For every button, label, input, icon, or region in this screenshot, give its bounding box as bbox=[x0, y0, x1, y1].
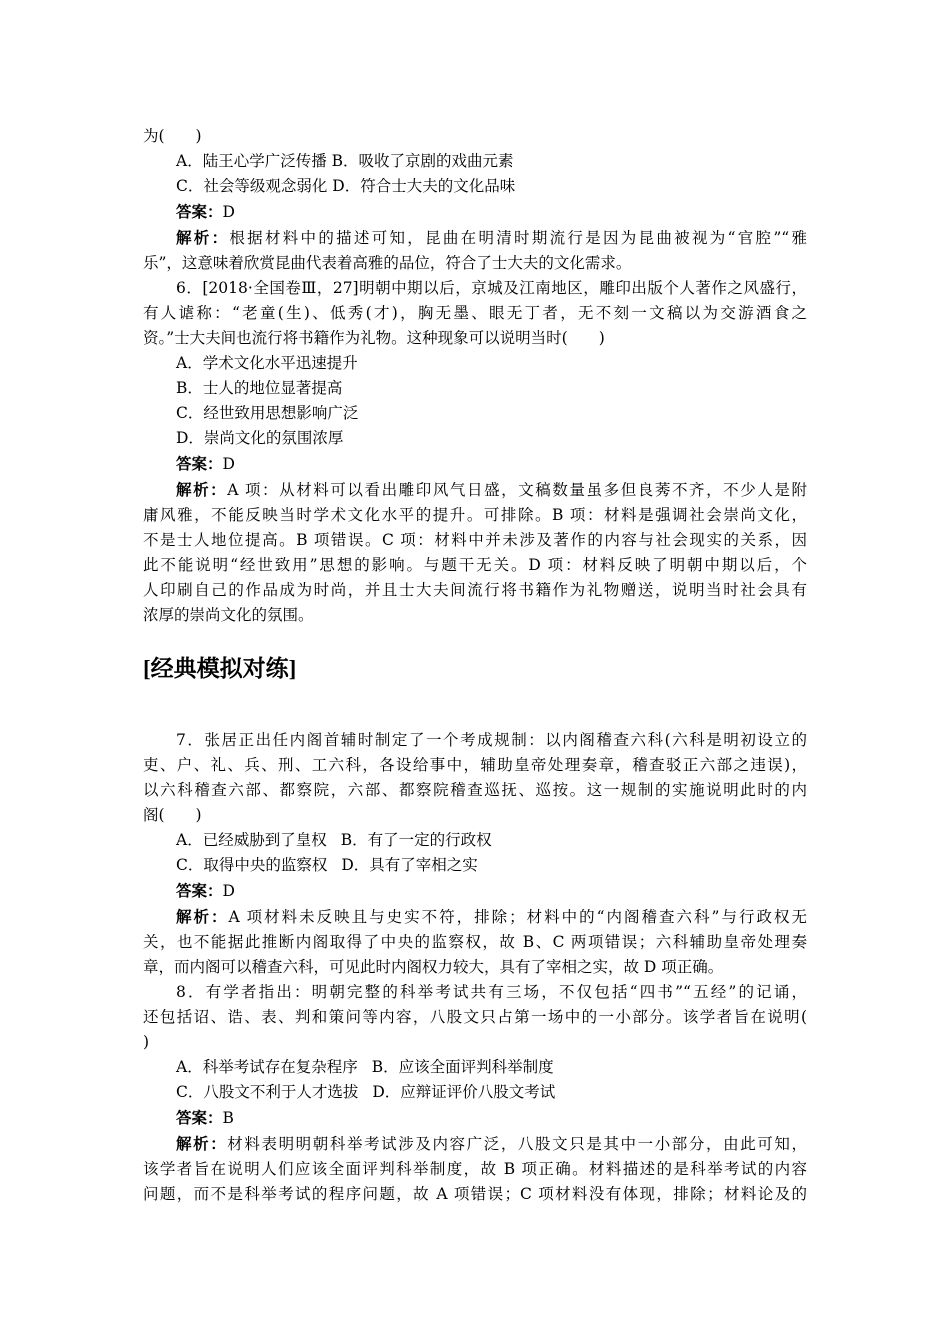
q7-option-d: D．具有了宰相之实 bbox=[341, 856, 478, 874]
q7-options-cd bbox=[143, 853, 807, 878]
q7-analysis-line-2: 关，也不能据此推断内阁取得了中央的监察权，故 B、C 两项错误；六科辅助皇帝处理奏 bbox=[143, 933, 807, 951]
q6-analysis-line-3: 不是士人地位提高。B 项错误。C 项：材料中并未涉及著作的内容与社会现实的关系，因 bbox=[143, 531, 807, 549]
q5-analysis-line-2: 乐”，这意味着欣赏昆曲代表着高雅的品位，符合了士大夫的文化需求。 bbox=[143, 254, 632, 272]
answer-value: D bbox=[222, 455, 235, 473]
q5-stem-tail: 为( ) bbox=[143, 127, 202, 145]
q5-options-ab: A．陆王心学广泛传播 B．吸收了京剧的戏曲元素 bbox=[176, 152, 514, 170]
q6-answer bbox=[143, 451, 807, 477]
q8-option-d: D．应辩证评价八股文考试 bbox=[372, 1083, 556, 1101]
analysis-label: 解析： bbox=[176, 1134, 228, 1153]
q7-answer bbox=[143, 878, 807, 904]
q8-analysis-line-3: 问题，而不是科举考试的程序问题，故 A 项错误；C 项材料没有体现，排除；材料论及的 bbox=[143, 1185, 807, 1203]
q8-stem-line-2: 还包括诏、诰、表、判和策问等内容，八股文只占第一场中的一小部分。该学者旨在说明( bbox=[143, 1008, 807, 1026]
analysis-label: 解析： bbox=[176, 228, 230, 247]
q6-analysis-line-5: 人印刷自己的作品成为时尚，并且士大夫间流行将书籍作为礼物赠送，说明当时社会具有 bbox=[143, 581, 807, 599]
q7-stem-line-4: 阁( ) bbox=[143, 806, 202, 824]
answer-value: D bbox=[222, 882, 235, 900]
q6-option-c: C．经世致用思想影响广泛 bbox=[176, 404, 359, 422]
q7-options-ab bbox=[143, 828, 807, 853]
analysis-label: 解析： bbox=[176, 907, 229, 926]
answer-label: 答案： bbox=[176, 202, 223, 221]
q7-option-c: C．取得中央的监察权 bbox=[176, 856, 328, 874]
q7-stem-line-2: 吏、户、礼、兵、刑、工六科，各设给事中，辅助皇帝处理奏章，稽查驳正六部之违误)， bbox=[143, 756, 807, 774]
q7-analysis-line-1: 解析：A 项材料未反映且与史实不符，排除；材料中的“内阁稽查六科”与行政权无 bbox=[176, 907, 807, 926]
q6-option-a: A．学术文化水平迅速提升 bbox=[176, 354, 358, 372]
answer-value: D bbox=[222, 203, 235, 221]
q8-option-c: C．八股文不利于人才选拔 bbox=[176, 1083, 359, 1101]
q5-answer bbox=[143, 199, 807, 225]
q6-option-b: B．士人的地位显著提高 bbox=[176, 379, 343, 397]
q7-stem-line-3: 以六科稽查六部、都察院，六部、都察院稽查巡抚、巡按。这一规制的实施说明此时的内 bbox=[143, 781, 807, 799]
q7-option-b: B．有了一定的行政权 bbox=[340, 831, 492, 849]
answer-label: 答案： bbox=[176, 454, 223, 473]
q7-stem-line-1: 7．张居正出任内阁首辅时制定了一个考成规制：以内阁稽查六科(六科是明初设立的 bbox=[176, 731, 807, 749]
q6-analysis-line-2: 庸风雅，不能反映当时学术文化水平的提升。可排除。B 项：材料是强调社会崇尚文化， bbox=[143, 506, 807, 524]
q6-stem-line-2: 有人谑称：“老童(生)、低秀(才)，胸无墨、眼无丁者，无不刻一文稿以为交游酒食之 bbox=[143, 304, 807, 322]
q8-answer bbox=[143, 1105, 807, 1131]
answer-label: 答案： bbox=[176, 881, 223, 900]
q8-options-cd bbox=[143, 1080, 807, 1105]
q8-stem-line-1: 8．有学者指出：明朝完整的科举考试共有三场，不仅包括“四书”“五经”的记诵， bbox=[176, 983, 807, 1001]
analysis-label: 解析： bbox=[176, 480, 228, 499]
answer-label: 答案： bbox=[176, 1108, 223, 1127]
q6-analysis-line-4: 此不能说明“经世致用”思想的影响。与题干无关。D 项：材料反映了明朝中期以后，个 bbox=[143, 556, 807, 574]
q8-option-a: A．科举考试存在复杂程序 bbox=[176, 1058, 358, 1076]
q7-option-a: A．已经威胁到了皇权 bbox=[176, 831, 327, 849]
answer-value: B bbox=[222, 1109, 234, 1127]
document-page bbox=[143, 124, 807, 1207]
q6-stem-line-3: 资。”士大夫间也流行将书籍作为礼物。这种现象可以说明当时( ) bbox=[143, 329, 605, 347]
q8-options-ab bbox=[143, 1055, 807, 1080]
q5-analysis-line-1: 解析：根据材料中的描述可知，昆曲在明清时期流行是因为昆曲被视为“官腔”“雅 bbox=[176, 228, 807, 247]
q6-stem-line-1: 6．[2018·全国卷Ⅲ，27]明朝中期以后，京城及江南地区，雕印出版个人著作之风盛行， bbox=[176, 279, 807, 297]
q8-option-b: B．应该全面评判科举制度 bbox=[371, 1058, 554, 1076]
q8-stem-line-3: ) bbox=[143, 1033, 150, 1051]
q7-analysis-line-3: 章，而内阁可以稽查六科，可见此时内阁权力较大，具有了宰相之实，故 D 项正确。 bbox=[143, 958, 724, 976]
section-heading: [经典模拟对练] bbox=[143, 656, 297, 681]
q8-analysis-line-2: 该学者旨在说明人们应该全面评判科举制度，故 B 项正确。材料描述的是科举考试的内容 bbox=[143, 1160, 807, 1178]
q6-option-d: D．崇尚文化的氛围浓厚 bbox=[176, 429, 344, 447]
q6-analysis-line-6: 浓厚的崇尚文化的氛围。 bbox=[143, 606, 314, 624]
q6-analysis-line-1: 解析：A 项：从材料可以看出雕印风气日盛，文稿数量虽多但良莠不齐，不少人是附 bbox=[176, 480, 807, 499]
q8-analysis-line-1: 解析：材料表明明朝科举考试涉及内容广泛，八股文只是其中一小部分，由此可知， bbox=[176, 1134, 807, 1153]
q5-options-cd: C．社会等级观念弱化 D．符合士大夫的文化品味 bbox=[176, 177, 516, 195]
